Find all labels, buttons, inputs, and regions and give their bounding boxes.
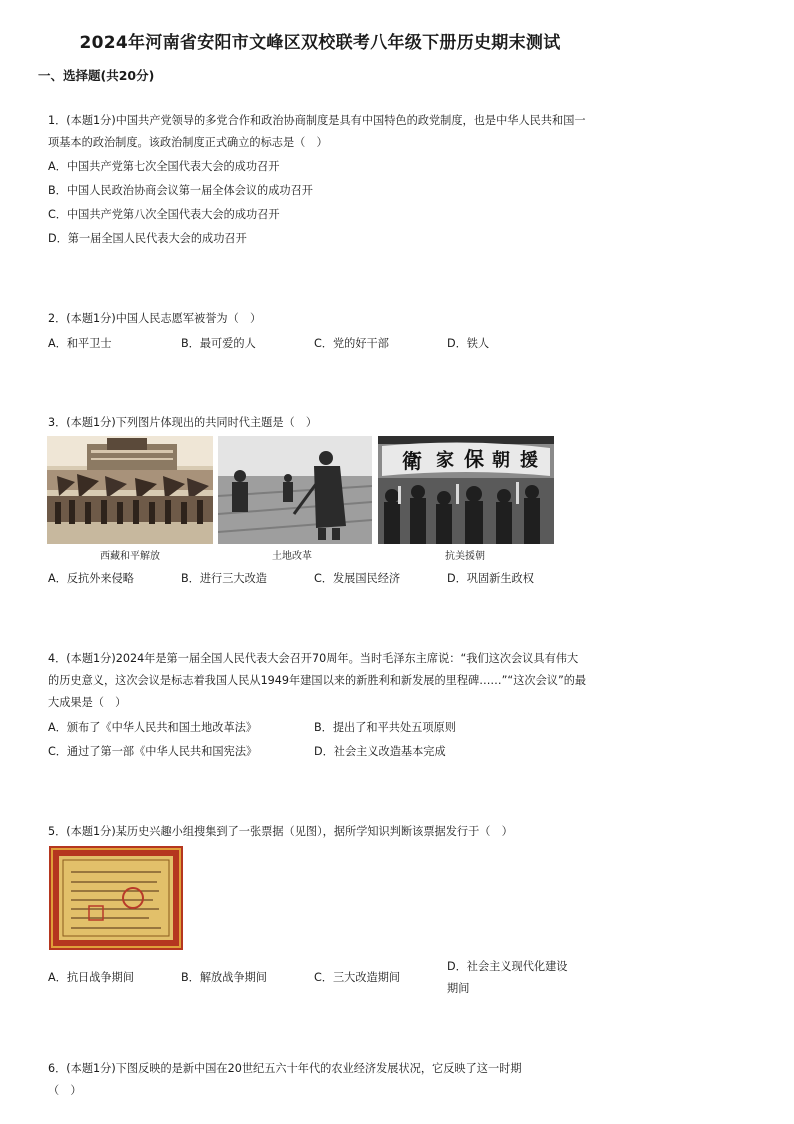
question-5-stem: 5．(本题1分)某历史兴趣小组搜集到了一张票据（见图），据所学知识判断该票据发行于（ ） <box>48 825 513 838</box>
question-2-option-b[interactable]: B．最可爱的人 <box>181 337 256 350</box>
question-3-option-c[interactable]: C．发展国民经济 <box>314 572 401 585</box>
page-title: 2024年河南省安阳市文峰区双校联考八年级下册历史期末测试 <box>79 33 561 53</box>
svg-text:保: 保 <box>464 447 484 471</box>
question-1-option-b[interactable]: B．中国人民政治协商会议第一届全体会议的成功召开 <box>48 184 313 197</box>
question-4-option-d[interactable]: D．社会主义改造基本完成 <box>314 745 446 758</box>
question-1-option-a[interactable]: A．中国共产党第七次全国代表大会的成功召开 <box>48 160 280 173</box>
caption-land-reform: 土地改革 <box>272 551 312 562</box>
question-4-option-b[interactable]: B．提出了和平共处五项原则 <box>314 721 456 734</box>
question-2-stem: 2．(本题1分)中国人民志愿军被誉为（ ） <box>48 312 262 325</box>
caption-tibet: 西藏和平解放 <box>100 551 160 562</box>
section-heading: 一、选择题(共20分) <box>38 68 155 83</box>
question-6-stem: 6．(本题1分)下图反映的是新中国在20世纪五六十年代的农业经济发展状况，它反映了这一时期（ ） <box>48 1062 522 1097</box>
photo-receipt <box>49 846 183 950</box>
question-1-stem: 1．(本题1分)中国共产党领导的多党合作和政治协商制度是具有中国特色的政党制度，也是中华人民共和国一项基本的政治制度。该政治制度正式确立的标志是（ ） <box>48 114 586 149</box>
question-5-option-d[interactable]: D．社会主义现代化建设期间 <box>447 960 568 995</box>
question-5-option-c[interactable]: C．三大改造期间 <box>314 971 401 984</box>
question-2-option-a[interactable]: A．和平卫士 <box>48 337 112 350</box>
question-4-stem: 4．(本题1分)2024年是第一届全国人民代表大会召开70周年。当时毛泽东主席说：“我们这次会议具有伟大的历史意义，这次会议是标志着我国人民从1949年建国以来的新胜利和新发展的里程碑……”“这次会议”的最大成果是（ ） <box>48 652 587 709</box>
question-4-option-a[interactable]: A．颁布了《中华人民共和国土地改革法》 <box>48 721 258 734</box>
question-5-option-b[interactable]: B．解放战争期间 <box>181 971 267 984</box>
question-3-option-d[interactable]: D．巩固新生政权 <box>447 572 534 585</box>
svg-text:朝: 朝 <box>492 450 510 471</box>
question-1-option-d[interactable]: D．第一届全国人民代表大会的成功召开 <box>48 232 247 245</box>
question-3-stem: 3．(本题1分)下列图片体现出的共同时代主题是（ ） <box>48 416 318 429</box>
question-2-option-d[interactable]: D．铁人 <box>447 337 490 350</box>
question-1-option-c[interactable]: C．中国共产党第八次全国代表大会的成功召开 <box>48 208 280 221</box>
photo-resist-america-aid-korea <box>378 436 554 544</box>
question-3-option-a[interactable]: A．反抗外来侵略 <box>48 572 134 585</box>
svg-text:家: 家 <box>436 450 454 471</box>
question-5-option-a[interactable]: A．抗日战争期间 <box>48 971 134 984</box>
question-3-option-b[interactable]: B．进行三大改造 <box>181 572 267 585</box>
question-4-option-c[interactable]: C．通过了第一部《中华人民共和国宪法》 <box>48 745 258 758</box>
photo-tibet-liberation <box>47 436 213 544</box>
svg-text:衛: 衛 <box>402 449 422 473</box>
svg-text:援: 援 <box>520 450 538 471</box>
question-2-option-c[interactable]: C．党的好干部 <box>314 337 389 350</box>
photo-land-reform <box>218 436 372 544</box>
caption-resist-america: 抗美援朝 <box>445 551 485 562</box>
